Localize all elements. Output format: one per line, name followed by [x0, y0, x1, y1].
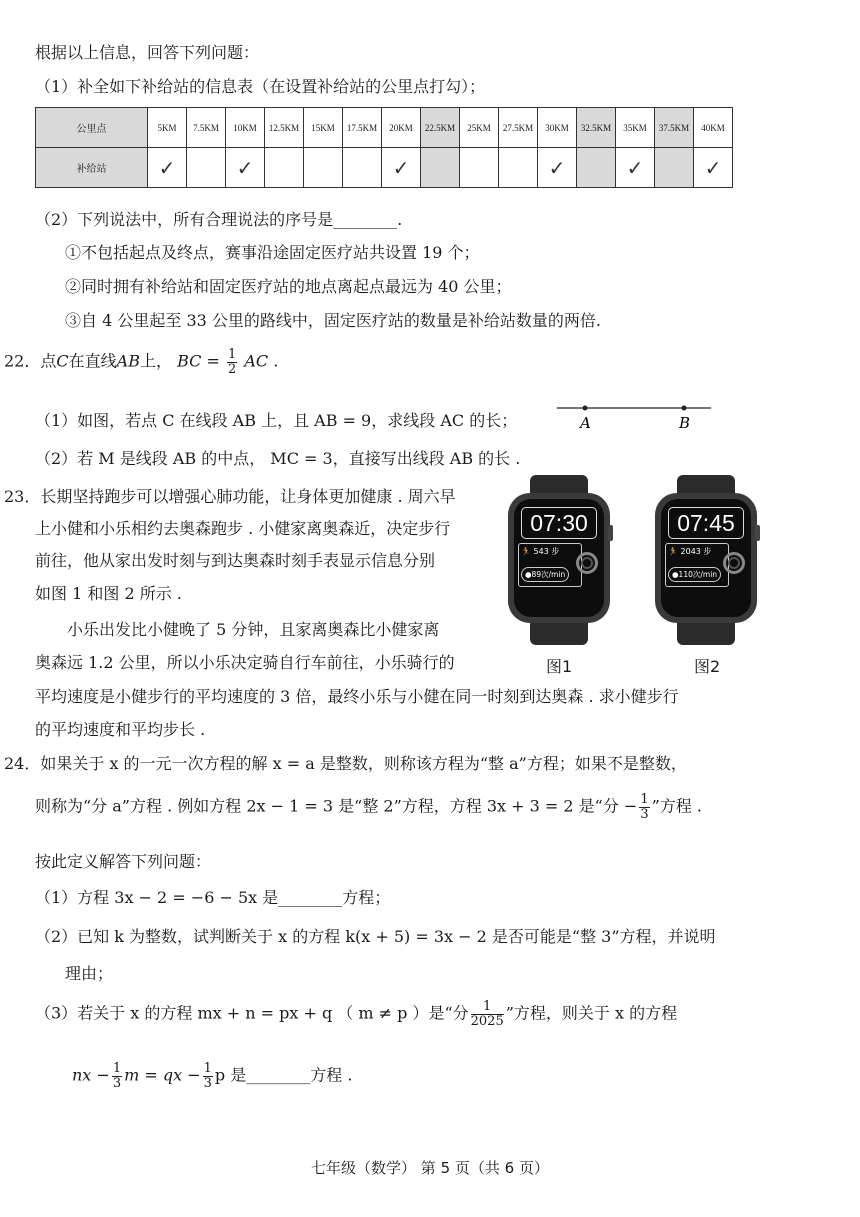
km-cell: 37.5KM [655, 108, 694, 148]
q24-line-3: 按此定义解答下列问题： [35, 852, 212, 871]
q24-line-2a: 则称为“分 a”方程 . 例如方程 2x − 1 = 3 是“整 2”方程，方程 3x + 3 = 2 是“分 − [35, 796, 638, 816]
station-cell [460, 148, 499, 188]
label-b: B [679, 414, 691, 432]
q22-half-den: 2 [227, 361, 237, 377]
km-cell: 20KM [382, 108, 421, 148]
activity-ring-inner-icon [581, 557, 593, 569]
q22-stem-b: 在直线 [68, 351, 117, 371]
q23-line-8: 的平均速度和平均步长 . [35, 720, 206, 739]
checkmark-icon: ✓ [392, 155, 410, 180]
q24-line-2b: ”方程 . [651, 796, 702, 816]
km-cell: 12.5KM [265, 108, 304, 148]
supply-station-table [35, 107, 733, 188]
label-a: A [580, 414, 591, 432]
km-cell: 32.5KM [577, 108, 616, 148]
km-cell: 25KM [460, 108, 499, 148]
checkmark-icon: ✓ [158, 155, 176, 180]
watch-steps-value: 543 步 [533, 547, 560, 556]
q24-eq-third-2-num: 1 [203, 1061, 212, 1076]
q24-third-num: 1 [640, 792, 649, 807]
watch-cadence [668, 567, 721, 582]
q24-eq-third-2-den: 3 [203, 1075, 212, 1091]
q22-point-c: C [56, 351, 69, 371]
station-cell [499, 148, 538, 188]
checkmark-icon: ✓ [704, 155, 722, 180]
watch-cadence [521, 567, 569, 582]
station-cell [304, 148, 343, 188]
q24-eq-third-1 [112, 1062, 122, 1090]
q24-eq-part3: p 是________方程 . [214, 1065, 353, 1085]
q24-line-2 [35, 793, 702, 821]
q21-statement-3: ③自 4 公里起至 33 公里的路线中，固定医疗站的数量是补给站数量的两倍. [65, 311, 601, 330]
heart-icon: ● [525, 570, 532, 579]
q24-eq-part2: m = qx − [124, 1065, 201, 1085]
q22-stem-c: 上， [139, 351, 172, 371]
q24-part1: （1）方程 3x − 2 = −6 − 5x 是________方程； [35, 888, 391, 907]
figure-1-caption: 图1 [546, 657, 573, 676]
station-cell [694, 148, 733, 188]
station-cell [616, 148, 655, 188]
intro-text: 根据以上信息，回答下列问题： [35, 43, 260, 62]
station-cell [265, 148, 304, 188]
station-row [36, 148, 733, 188]
watch-cadence-value: 89次/min [531, 570, 566, 579]
figure-2-caption: 图2 [694, 657, 721, 676]
watch-steps [521, 546, 559, 557]
watch-crown [608, 525, 613, 541]
station-cell [343, 148, 382, 188]
checkmark-icon: ✓ [548, 155, 566, 180]
q22-part2: （2）若 M 是线段 AB 的中点， MC = 3，直接写出线段 AB 的长 . [35, 449, 521, 468]
q23-line-2: 上小健和小乐相约去奥森跑步 . 小健家离奥森近，决定步行 [35, 519, 451, 538]
station-cell [655, 148, 694, 188]
q24-fraction-2025 [471, 1000, 504, 1028]
q23-line-3: 前往，他从家出发时刻与到达奥森时刻手表显示信息分别 [35, 551, 436, 570]
station-cell [421, 148, 460, 188]
runner-icon: 🏃 [521, 547, 531, 556]
segment-ab-diagram [555, 398, 715, 434]
km-row-header: 公里点 [36, 108, 148, 148]
km-cell: 40KM [694, 108, 733, 148]
km-cell: 30KM [538, 108, 577, 148]
station-cell [226, 148, 265, 188]
km-cell: 35KM [616, 108, 655, 148]
q21-part1: （1）补全如下补给站的信息表（在设置补给站的公里点打勾）； [35, 77, 486, 96]
station-cell [382, 148, 421, 188]
q24-eq-third-2 [203, 1062, 213, 1090]
q21-statement-2: ②同时拥有补给站和固定医疗站的地点离起点最远为 40 公里； [65, 277, 512, 296]
checkmark-icon: ✓ [236, 155, 254, 180]
q22-line-ab: AB [116, 351, 140, 371]
q22-part1: （1）如图，若点 C 在线段 AB 上，且 AB = 9，求线段 AC 的长； [35, 411, 518, 430]
q23-line-4: 如图 1 和图 2 所示 . [35, 584, 182, 603]
heart-icon: ● [672, 570, 679, 579]
q23-line-1: 23．长期坚持跑步可以增强心肺功能，让身体更加健康 . 周六早 [4, 487, 456, 506]
watch-time: 07:30 [521, 507, 597, 539]
station-cell [187, 148, 226, 188]
q23-line-6: 奥森远 1.2 公里，所以小乐决定骑自行车前往，小乐骑行的 [35, 653, 455, 672]
q22-half-fraction [227, 348, 237, 376]
km-cell: 17.5KM [343, 108, 382, 148]
watch-crown [755, 525, 760, 541]
q24-eq-third-1-den: 3 [112, 1075, 122, 1091]
q24-part3-equation [72, 1062, 352, 1090]
point-a [583, 406, 588, 411]
watch-steps-value: 2043 步 [680, 547, 712, 556]
q24-line-1: 24．如果关于 x 的一元一次方程的解 x = a 是整数，则称该方程为“整 a”方程；如果不是整数， [4, 754, 687, 773]
watch-steps [668, 546, 711, 557]
station-cell [148, 148, 187, 188]
km-row [36, 108, 733, 148]
km-cell: 10KM [226, 108, 265, 148]
q21-statement-1: ①不包括起点及终点，赛事沿途固定医疗站共设置 19 个； [65, 243, 480, 262]
watch-time: 07:45 [668, 507, 744, 539]
q22-half-num: 1 [227, 347, 237, 362]
station-cell [538, 148, 577, 188]
q24-third-fraction [639, 793, 649, 821]
station-cell [577, 148, 616, 188]
activity-ring-inner-icon [728, 557, 740, 569]
q24-part3b: ”方程，则关于 x 的方程 [505, 1003, 678, 1023]
q24-f2025-den: 2025 [470, 1013, 504, 1029]
km-cell: 15KM [304, 108, 343, 148]
q24-f2025-num: 1 [471, 1000, 504, 1015]
point-b [682, 406, 687, 411]
q23-line-7: 平均速度是小健步行的平均速度的 3 倍，最终小乐与小健在同一时刻到达奥森 . 求小健步行 [35, 687, 679, 706]
watch-figure-2 [655, 475, 757, 645]
page-footer: 七年级（数学） 第 5 页（共 6 页） [311, 1159, 549, 1177]
km-cell: 27.5KM [499, 108, 538, 148]
km-cell: 22.5KM [421, 108, 460, 148]
q22-eq-rhs: AC . [244, 351, 279, 371]
q21-part2: （2）下列说法中，所有合理说法的序号是________. [35, 210, 403, 229]
q24-third-den: 3 [640, 806, 649, 822]
km-cell: 5KM [148, 108, 187, 148]
runner-icon: 🏃 [668, 547, 678, 556]
q24-part2b: 理由； [65, 964, 114, 983]
watch-cadence-value: 110次/min [678, 570, 718, 579]
watch-figure-1 [508, 475, 610, 645]
station-row-header: 补给站 [36, 148, 148, 188]
q24-part2: （2）已知 k 为整数，试判断关于 x 的方程 k(x + 5) = 3x − 2 是否可能是“整 3”方程，并说明 [35, 927, 716, 946]
q22-eq-lhs: BC = [177, 351, 220, 371]
km-cell: 7.5KM [187, 108, 226, 148]
q23-line-5: 小乐出发比小健晚了 5 分钟，且家离奥森比小健家离 [67, 620, 440, 639]
q24-eq-part1: nx − [72, 1065, 110, 1085]
checkmark-icon: ✓ [626, 155, 644, 180]
q24-eq-third-1-num: 1 [112, 1061, 122, 1076]
q24-part3 [35, 1000, 677, 1028]
q22-stem-a: 22．点 [4, 351, 57, 371]
q22-stem [4, 348, 278, 376]
q24-part3a: （3）若关于 x 的方程 mx + n = px + q （ m ≠ p ）是“分 [35, 1003, 469, 1023]
